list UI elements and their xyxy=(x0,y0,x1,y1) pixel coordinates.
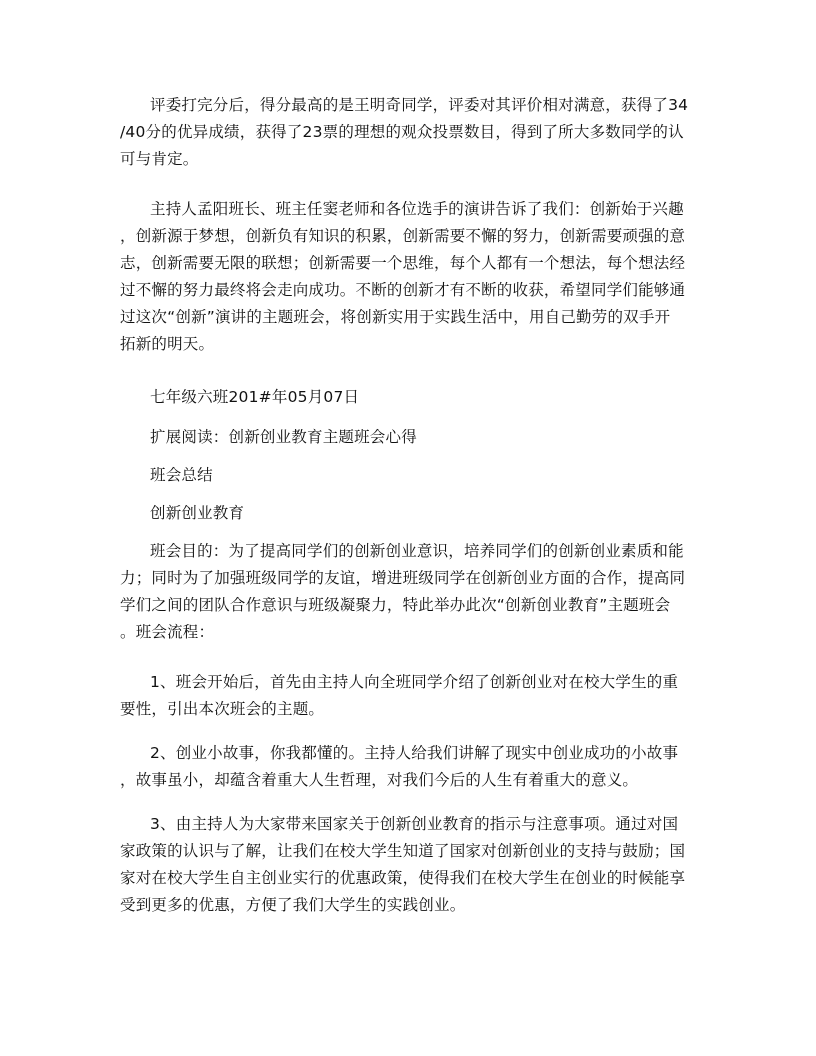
paragraph-section-heading xyxy=(120,462,710,489)
text-line: 班会目的：为了提高同学们的创新创业意识，培养同学们的创新创业素质和能 xyxy=(150,542,684,560)
text-line: 志，创新需要无限的联想；创新需要一个思维，每个人都有一个想法，每个想法经 xyxy=(120,254,686,272)
paragraph-judging-result xyxy=(120,92,710,173)
paragraph-process-step-2 xyxy=(120,740,710,794)
text-line: 3、由主持人为大家带来国家关于创新创业教育的指示与注意事项。通过对国 xyxy=(150,815,679,833)
text-line: /40分的优异成绩，获得了23票的理想的观众投票数目，得到了所大多数同学的认 xyxy=(120,123,684,141)
paragraph-host-summary xyxy=(120,196,710,358)
paragraph-process-step-3 xyxy=(120,811,710,919)
text-line: 受到更多的优惠，方便了我们大学生的实践创业。 xyxy=(120,896,466,914)
paragraph-class-date xyxy=(120,384,710,411)
text-line: 过这次“创新”演讲的主题班会，将创新实用于实践生活中，用自己勤劳的双手开 xyxy=(120,308,671,326)
paragraph-meeting-purpose xyxy=(120,538,710,646)
text-line: 要性，引出本次班会的主题。 xyxy=(120,700,325,718)
text-line: 家对在校大学生自主创业实行的优惠政策，使得我们在校大学生在创业的时候能享 xyxy=(120,869,686,887)
text-line: 主持人孟阳班长、班主任窦老师和各位选手的演讲告诉了我们：创新始于兴趣 xyxy=(150,200,684,218)
text-line: 创新创业教育 xyxy=(150,504,245,522)
text-line: 1、班会开始后，首先由主持人向全班同学介绍了创新创业对在校大学生的重 xyxy=(150,673,679,691)
text-line: 过不懈的努力最终将会走向成功。不断的创新才有不断的收获，希望同学们能够通 xyxy=(120,281,686,299)
text-line: 扩展阅读：创新创业教育主题班会心得 xyxy=(150,428,417,446)
text-line: 七年级六班201#年05月07日 xyxy=(150,388,360,406)
text-line: 家政策的认识与了解，让我们在校大学生知道了国家对创新创业的支持与鼓励；国 xyxy=(120,842,686,860)
text-line: 。班会流程： xyxy=(120,623,215,641)
text-line: 2、创业小故事，你我都懂的。主持人给我们讲解了现实中创业成功的小故事 xyxy=(150,744,679,762)
text-line: ，创新源于梦想，创新负有知识的积累，创新需要不懈的努力，创新需要顽强的意 xyxy=(120,227,686,245)
text-line: 评委打完分后，得分最高的是王明奇同学，评委对其评价相对满意，获得了34 xyxy=(150,96,689,114)
text-line: 班会总结 xyxy=(150,466,213,484)
paragraph-extended-reading xyxy=(120,424,710,451)
text-line: 拓新的明天。 xyxy=(120,335,215,353)
text-line: 力；同时为了加强班级同学的友谊，增进班级同学在创新创业方面的合作，提高同 xyxy=(120,569,686,587)
text-line: 学们之间的团队合作意识与班级凝聚力，特此举办此次“创新创业教育”主题班会 xyxy=(120,596,671,614)
paragraph-topic-heading xyxy=(120,500,710,527)
text-line: 可与肯定。 xyxy=(120,150,199,168)
text-line: ，故事虽小，却蕴含着重大人生哲理，对我们今后的人生有着重大的意义。 xyxy=(120,771,639,789)
paragraph-process-step-1 xyxy=(120,669,710,723)
